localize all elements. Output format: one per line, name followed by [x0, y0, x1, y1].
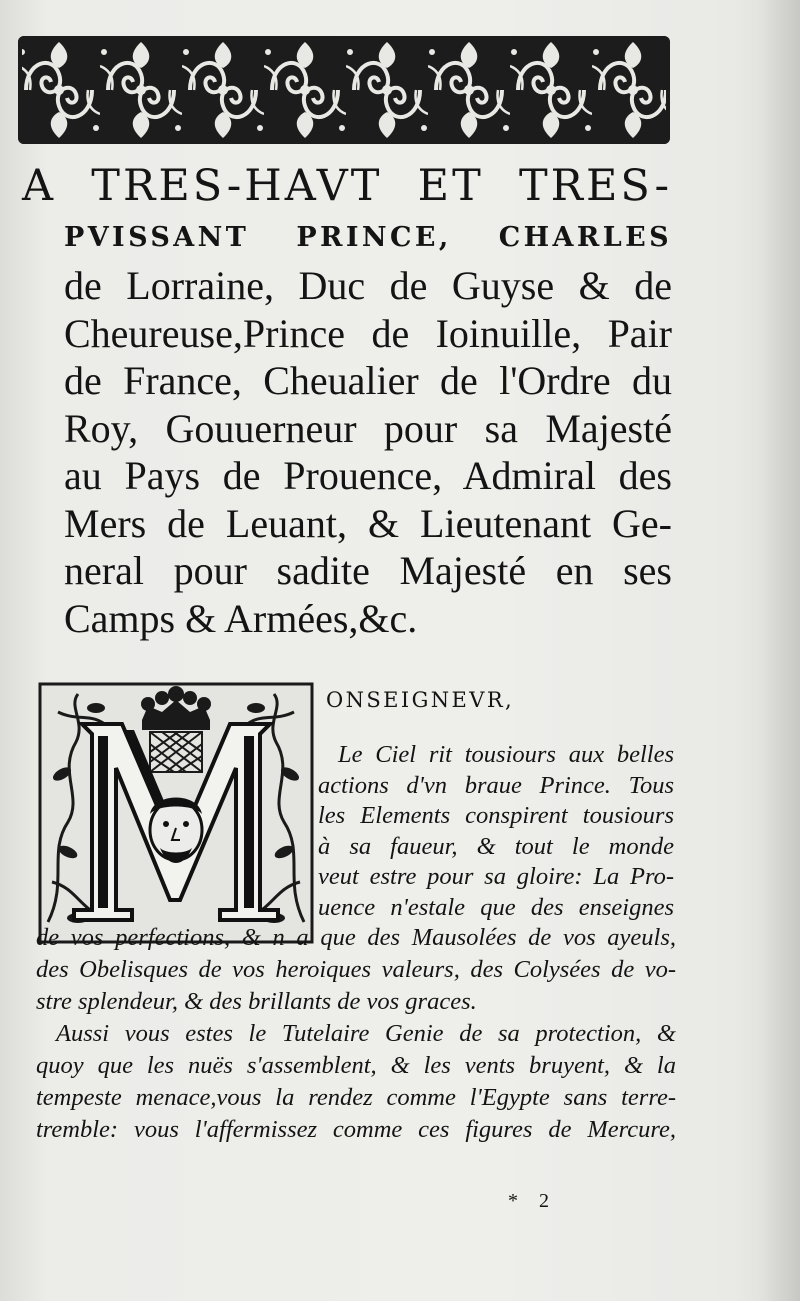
text-line: Aussi vous estes le Tutelaire Genie de sa protection, & [56, 1020, 676, 1047]
text-line: de vos perfections, & n a que des Mausolées de vos ayeuls, [36, 924, 676, 951]
page-edge-shadow [760, 0, 800, 1301]
body-text-wide [36, 922, 676, 1146]
heading-body-line: neral pour sadite Majesté en ses [64, 548, 672, 593]
heading-body-line: Roy, Gouuerneur pour sa Majesté [64, 405, 672, 451]
decorated-initial-m [38, 682, 314, 944]
ornamental-header-band [18, 36, 670, 144]
text-line: stre splendeur, & des brillants de vos graces. [36, 988, 477, 1015]
text-line: uence n'estale que des enseignes [318, 893, 674, 921]
text-line: quoy que les nuës s'assemblent, & les vents bruyent, & la [36, 1052, 676, 1079]
body-text-narrow [318, 740, 674, 923]
text-line: veut estre pour sa gloire: La Pro- [318, 863, 674, 890]
salutation: ONSEIGNEVR, [326, 688, 515, 712]
heading-body-line: Camps & Armées,&c. [64, 595, 418, 641]
heading-body-line: de France, Cheualier de l'Ordre du [64, 358, 672, 403]
text-line: des Obelisques de vos heroiques valeurs, des Colysées de vo- [36, 956, 676, 983]
signature-mark: * 2 [508, 1190, 557, 1212]
text-line: tempeste menace,vous la rendez comme l'Egypte sans terre- [36, 1084, 676, 1111]
text-line: tremble: vous l'affermissez comme ces figures de Mercure, [36, 1116, 676, 1143]
text-line: à sa faueur, & tout le monde [318, 832, 674, 860]
text-line: Le Ciel rit tousiours aux belles [338, 741, 674, 768]
heading-body-line: au Pays de Prouence, Admiral des [64, 453, 672, 498]
heading-body-line: de Lorraine, Duc de Guyse & de [64, 263, 672, 308]
dedication-titles [64, 262, 672, 642]
heading-body-line: Cheureuse,Prince de Ioinuille, Pair [64, 310, 672, 356]
text-line: les Elements conspirent tousiours [318, 802, 674, 829]
heading-line-2: PVISSANT PRINCE, CHARLES [64, 222, 672, 253]
text-line: actions d'vn braue Prince. Tous [318, 771, 674, 799]
heading-body-line: Mers de Leuant, & Lieutenant Ge- [64, 500, 672, 546]
heading-line-1: A TRES-HAVT ET TRES- [22, 161, 672, 211]
dedication-heading [22, 158, 672, 642]
